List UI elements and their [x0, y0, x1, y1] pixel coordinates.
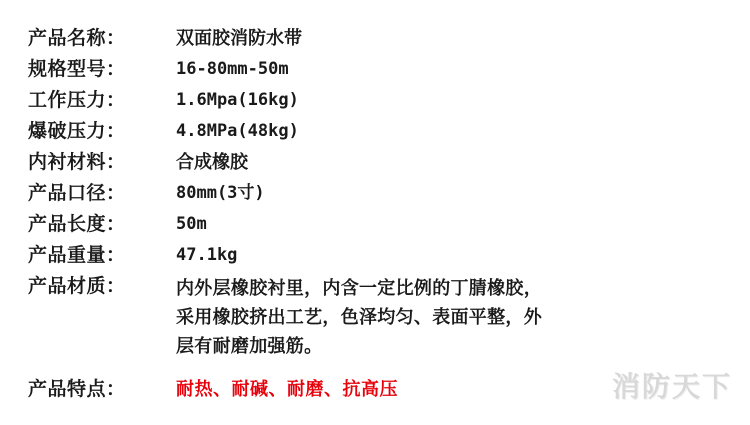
- spec-value: 1.6Mpa(16kg): [176, 90, 299, 110]
- spec-label: 爆破压力：: [28, 120, 126, 142]
- spec-label: 产品材质：: [28, 275, 126, 297]
- spec-value-material: [176, 274, 708, 361]
- table-row: [28, 181, 708, 206]
- spec-value: 80mm(3寸): [176, 183, 265, 203]
- spec-label: 内衬材料：: [28, 151, 126, 173]
- spec-value: 47.1kg: [176, 245, 238, 265]
- table-row-features: [28, 377, 708, 402]
- watermark: 消防天下: [611, 370, 732, 403]
- spec-value: 4.8MPa(48kg): [176, 121, 299, 141]
- spec-label: 产品名称：: [28, 27, 126, 49]
- table-row: [28, 119, 708, 144]
- table-row-material: [28, 274, 708, 361]
- spec-value-features: 耐热、耐碱、耐磨、抗高压: [176, 379, 398, 400]
- spec-value: 合成橡胶: [176, 152, 248, 173]
- table-row: [28, 243, 708, 268]
- material-line: 层有耐磨加强筋。: [176, 336, 323, 357]
- spec-label: 产品特点：: [28, 378, 126, 400]
- spec-label: 工作压力：: [28, 89, 126, 111]
- spec-table: [28, 26, 708, 408]
- spec-label: 产品长度：: [28, 213, 126, 235]
- spec-label: 规格型号：: [28, 58, 126, 80]
- table-row: [28, 88, 708, 113]
- table-row: [28, 150, 708, 175]
- spec-label: 产品重量：: [28, 244, 126, 266]
- table-row: [28, 26, 708, 51]
- table-row: [28, 57, 708, 82]
- material-line: 采用橡胶挤出工艺，色泽均匀、表面平整，外: [176, 307, 542, 328]
- spec-value: 50m: [176, 214, 207, 234]
- table-row: [28, 212, 708, 237]
- material-line: 内外层橡胶衬里，内含一定比例的丁腈橡胶，: [176, 278, 542, 299]
- spec-label: 产品口径：: [28, 182, 126, 204]
- spec-value: 双面胶消防水带: [176, 28, 302, 49]
- spec-value: 16-80mm-50m: [176, 59, 289, 79]
